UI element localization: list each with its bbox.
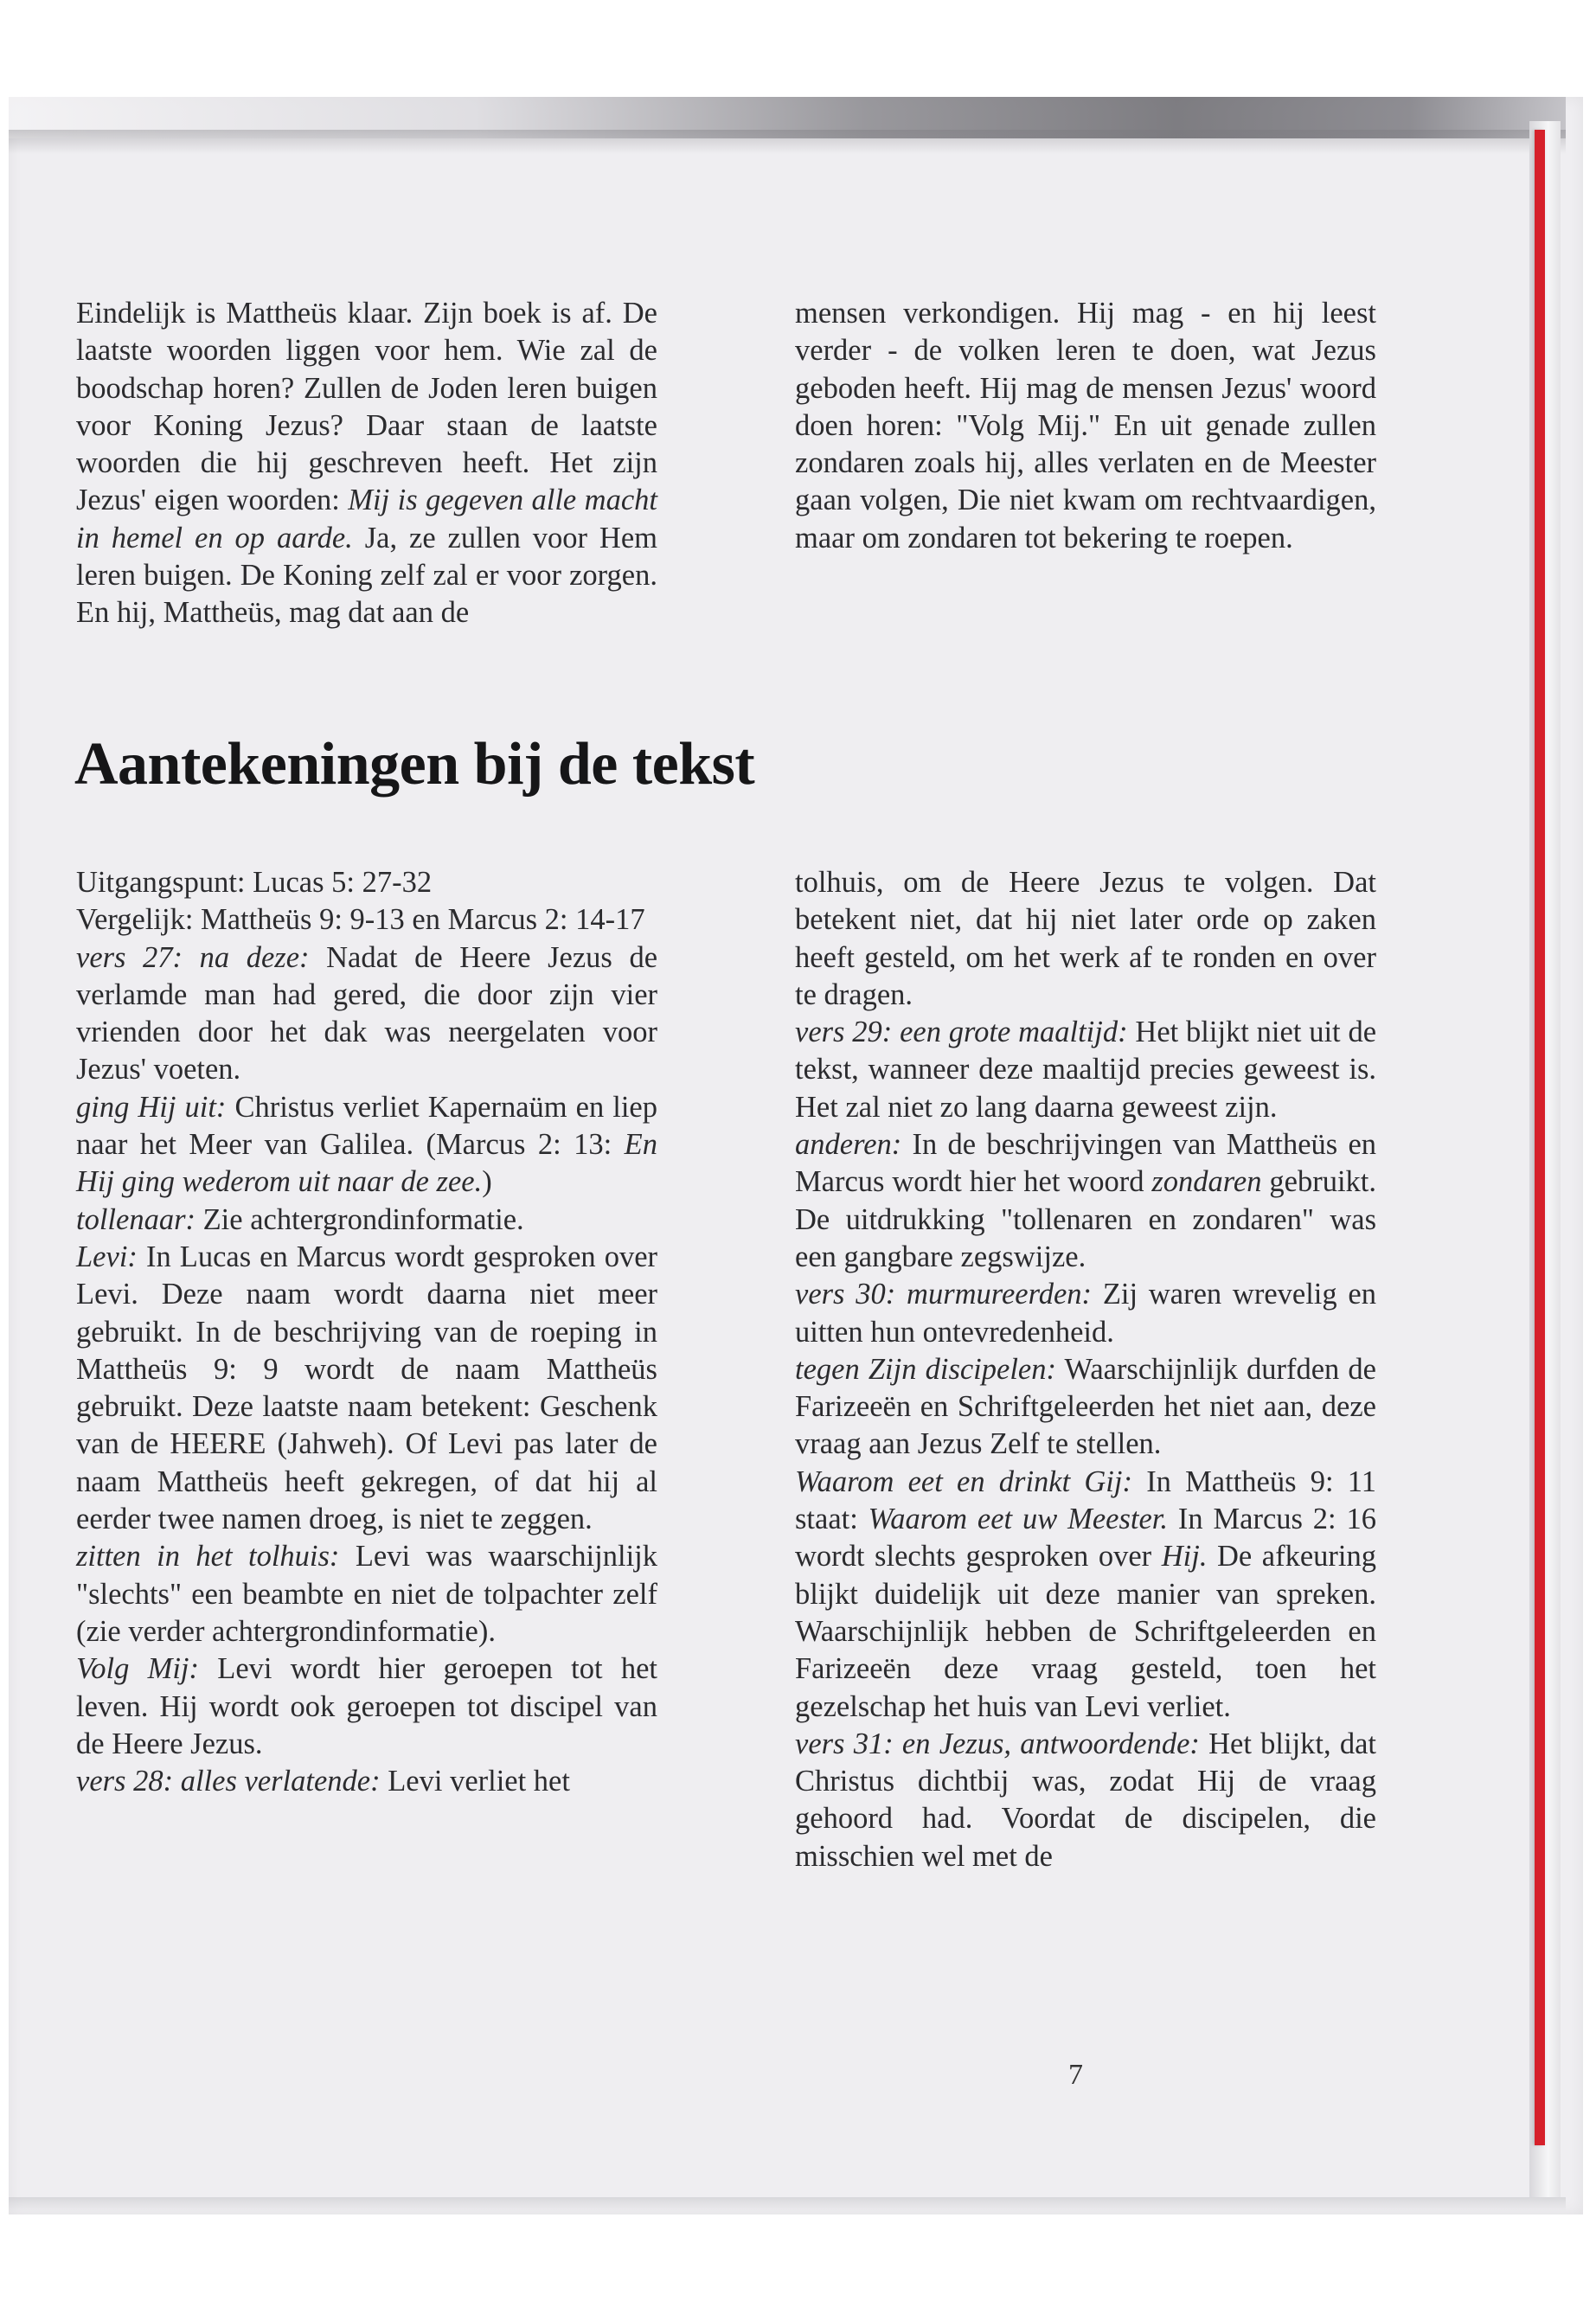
notes-left-column bbox=[76, 864, 657, 1800]
note-tollenaar: tollenaar: Zie achtergrondinformatie. bbox=[76, 1202, 524, 1236]
reference-vergelijk: Vergelijk: Mattheüs 9: 9-13 en Marcus 2: 14-17 bbox=[76, 903, 645, 937]
page-bottom-edge bbox=[9, 2197, 1566, 2211]
note-vers-30: vers 30: murmureerden: Zij waren wrevelig en uitten hun ontevredenheid. bbox=[795, 1278, 1376, 1349]
note-levi: Levi: In Lucas en Marcus wordt gesproken over Levi. Deze naam wordt daarna niet meer gebruikt. In de beschrijving van de roeping in Mattheüs 9: 9 wordt de naam Mattheüs gebruikt. Deze laatste naam betekent: Geschenk van de HEERE (Jahweh). Of Levi pas later de naam Mattheüs heeft gekregen, of dat hij al eerder twee namen droeg, is niet te zeggen. bbox=[76, 1240, 657, 1536]
intro-left-column bbox=[76, 295, 657, 632]
note-waarom-eet: Waarom eet en drinkt Gij: In Mattheüs 9: 11 staat: Waarom eet uw Meester. In Marcus 2: 16 wordt slechts gesproken over Hij. De afkeuring blijkt duidelijk uit deze manier van spreken. Waarschijnlijk hebben de Schriftgeleerden en Farizeeën deze vraag gesteld, toen het gezelschap het huis van Levi verliet. bbox=[795, 1465, 1377, 1723]
note-vers-28: vers 28: alles verlatende: Levi verliet het bbox=[76, 1765, 570, 1798]
notes-right-column bbox=[795, 864, 1376, 1875]
section-heading: Aantekeningen bij de tekst bbox=[74, 731, 755, 798]
intro-right-paragraph: mensen verkondigen. Hij mag - en hij leest verder - de volken leren te doen, wat Jezus geboden heeft. Hij mag de mensen Jezus' woord doen horen: "Volg Mij." En uit genade zullen zondaren zoals hij, alles verlaten en de Meester gaan volgen, Die niet kwam om rechtvaardigen, maar om zondaren tot bekering te roepen. bbox=[795, 297, 1376, 554]
note-vers-28-continued: tolhuis, om de Heere Jezus te volgen. Dat betekent niet, dat hij niet later orde op zaken heeft gesteld, om het werk af te ronden en over te dragen. bbox=[795, 866, 1376, 1011]
note-vers-29: vers 29: een grote maaltijd: Het blijkt niet uit de tekst, wanneer deze maaltijd precies geweest is. Het zal niet zo lang daarna geweest zijn. bbox=[795, 1016, 1377, 1124]
intro-right-column bbox=[795, 295, 1376, 557]
note-tegen-zijn-discipelen: tegen Zijn discipelen: Waarschijnlijk durfden de Farizeeën en Schriftgeleerden het niet aan, deze vraag aan Jezus Zelf te stellen. bbox=[795, 1352, 1376, 1461]
note-anderen: anderen: In de beschrijvingen van Mattheüs en Marcus wordt hier het woord zondaren gebruikt. De uitdrukking "tollenaren en zondaren" was een gangbare zegswijze. bbox=[795, 1128, 1377, 1273]
note-vers-27: vers 27: na deze: Nadat de Heere Jezus de verlamde man had gered, die door zijn vier vrienden door het dak was neergelaten voor Jezus' voeten. bbox=[76, 940, 658, 1086]
reference-uitgangspunt: Uitgangspunt: Lucas 5: 27-32 bbox=[76, 866, 433, 899]
intro-left-quote: Mij is gegeven alle macht in hemel en op aarde. bbox=[76, 484, 657, 554]
intro-left-paragraph: Eindelijk is Mattheüs klaar. Zijn boek is af. De laatste woorden liggen voor hem. Wie zal de boodschap horen? Zullen de Joden leren buigen voor Koning Jezus? Daar staan de laatste woorden die hij geschreven heeft. Het zijn Jezus' eigen woorden: Mij is gegeven alle macht in hemel en op aarde. Ja, ze zullen voor Hem leren buigen. De Koning zelf zal er voor zorgen. En hij, Mattheüs, mag dat aan de bbox=[76, 297, 657, 630]
page-number: 7 bbox=[1068, 2059, 1083, 2091]
note-vers-31: vers 31: en Jezus, antwoordende: Het blijkt, dat Christus dichtbij was, zodat Hij de vraag gehoord had. Voordat de discipelen, die misschien wel met de bbox=[795, 1727, 1376, 1873]
note-ging-hij-uit: ging Hij uit: Christus verliet Kapernaüm en liep naar het Meer van Galilea. (Marcus 2: 13: En Hij ging wederom uit naar de zee.) bbox=[76, 1090, 657, 1199]
page-top-edge-fade bbox=[9, 130, 1566, 154]
note-zitten-in-het-tolhuis: zitten in het tolhuis: Levi was waarschijnlijk "slechts" een beambte en niet de tolpachter zelf (zie verder achtergrondinformatie). bbox=[76, 1540, 657, 1648]
red-book-edge bbox=[1535, 130, 1545, 2145]
note-volg-mij: Volg Mij: Levi wordt hier geroepen tot het leven. Hij wordt ook geroepen tot discipel van de Heere Jezus. bbox=[76, 1652, 658, 1760]
